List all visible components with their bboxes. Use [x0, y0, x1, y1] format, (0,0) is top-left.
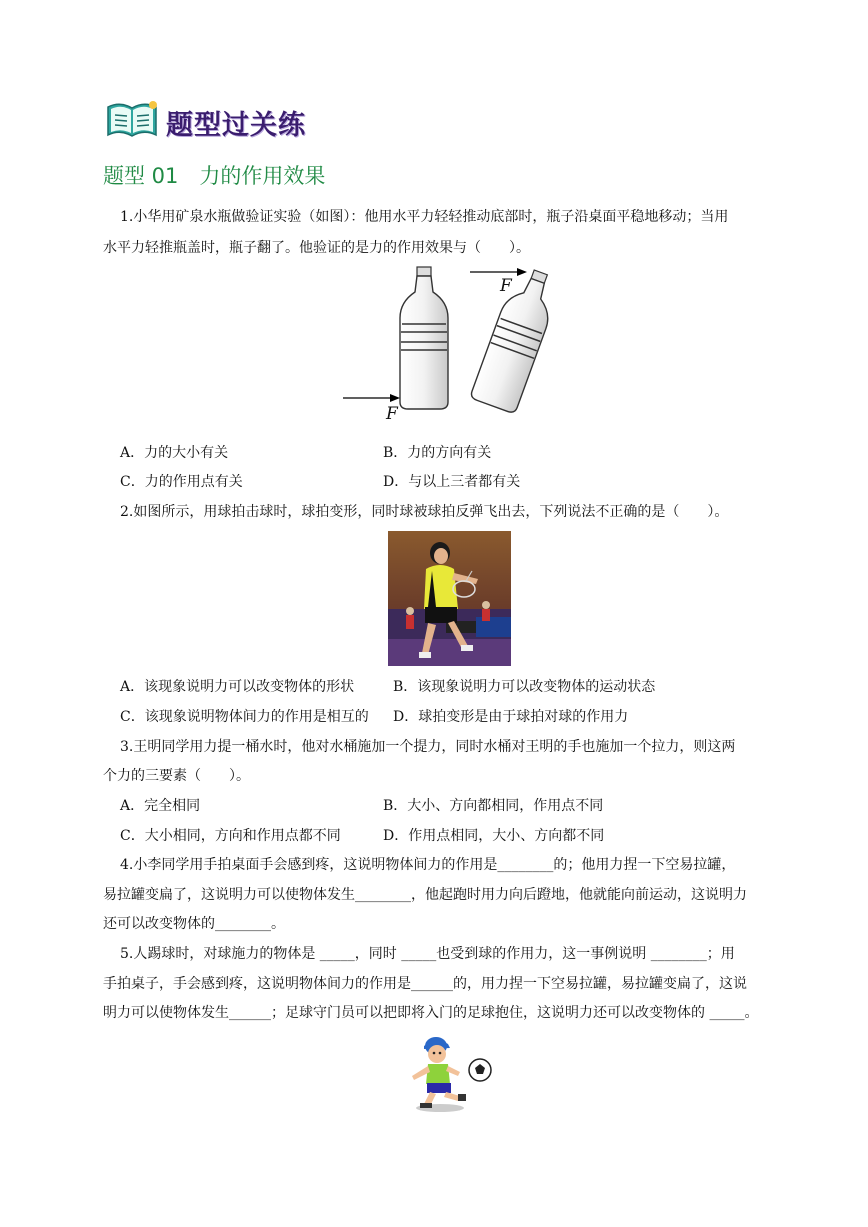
banner-title: 题型过关练: [166, 109, 306, 141]
upright-bottle: [400, 267, 448, 409]
q3-option-c[interactable]: C．大小相同，方向和作用点都不同: [120, 828, 341, 844]
section-banner: [104, 100, 306, 144]
open-book-icon: [104, 99, 160, 145]
q5-line-2: 手拍桌子，手会感到疼，这说明物体间力的作用是______的，用力捏一下空易拉罐，易拉罐变扁了，这说: [103, 976, 747, 992]
q4-line-2: 易拉罐变扁了，这说明力可以使物体发生________，他起跑时用力向后蹬地，他就能向前运动，这说明力: [103, 887, 747, 903]
q2-option-a[interactable]: A．该现象说明力可以改变物体的形状: [120, 679, 355, 695]
q1-line-2: 水平力轻推瓶盖时，瓶子翻了。他验证的是力的作用效果与（ ）。: [103, 240, 530, 256]
bottom-force-arrow: [343, 394, 400, 402]
q2-option-b[interactable]: B．该现象说明力可以改变物体的运动状态: [393, 679, 656, 695]
q3-line-2: 个力的三要素（ ）。: [103, 768, 250, 784]
q4-line-3: 还可以改变物体的________。: [103, 916, 285, 932]
q4-line-1: 4.小李同学用手拍桌面手会感到疼，这说明物体间力的作用是________的；他用力捏一下空易拉罐，: [120, 857, 736, 873]
tilted-bottle: [470, 264, 564, 414]
q2-line-1: 2.如图所示，用球拍击球时，球拍变形，同时球被球拍反弹飞出去，下列说法不正确的是（ ）。: [120, 504, 729, 520]
q1-option-c[interactable]: C．力的作用点有关: [120, 474, 243, 490]
badminton-photo: [388, 531, 511, 670]
section-title: 题型 01 力的作用效果: [103, 164, 326, 188]
q2-option-d[interactable]: D．球拍变形是由于球拍对球的作用力: [393, 709, 629, 725]
q1-option-b[interactable]: B．力的方向有关: [383, 445, 492, 461]
force-label-top: F: [500, 276, 512, 296]
q1-line-1: 1.小华用矿泉水瓶做验证实验（如图）：他用水平力轻轻推动底部时，瓶子沿桌面平稳地移动；当用: [120, 209, 729, 225]
q3-option-b[interactable]: B．大小、方向都相同，作用点不同: [383, 798, 604, 814]
bottles-figure: [340, 262, 570, 436]
kid-kicking-ball-illustration: [400, 1034, 496, 1118]
q1-option-a[interactable]: A．力的大小有关: [120, 445, 229, 461]
q3-line-1: 3.王明同学用力提一桶水时，他对水桶施加一个提力，同时水桶对王明的手也施加一个拉力，则这两: [120, 739, 736, 755]
q3-option-d[interactable]: D．作用点相同，大小、方向都不同: [383, 828, 605, 844]
q2-option-c[interactable]: C．该现象说明物体间力的作用是相互的: [120, 709, 369, 725]
q1-option-d[interactable]: D．与以上三者都有关: [383, 474, 521, 490]
q5-line-1: 5.人踢球时，对球施力的物体是 _____，同时 _____也受到球的作用力，这一事例说明 ________；用: [120, 946, 735, 962]
force-label-bottom: F: [386, 404, 398, 424]
q5-line-3: 明力可以使物体发生______；足球守门员可以把即将入门的足球抱住，这说明力还可以改变物体的 _____。: [103, 1005, 759, 1021]
q3-option-a[interactable]: A．完全相同: [120, 798, 201, 814]
top-force-arrow: [470, 268, 527, 276]
